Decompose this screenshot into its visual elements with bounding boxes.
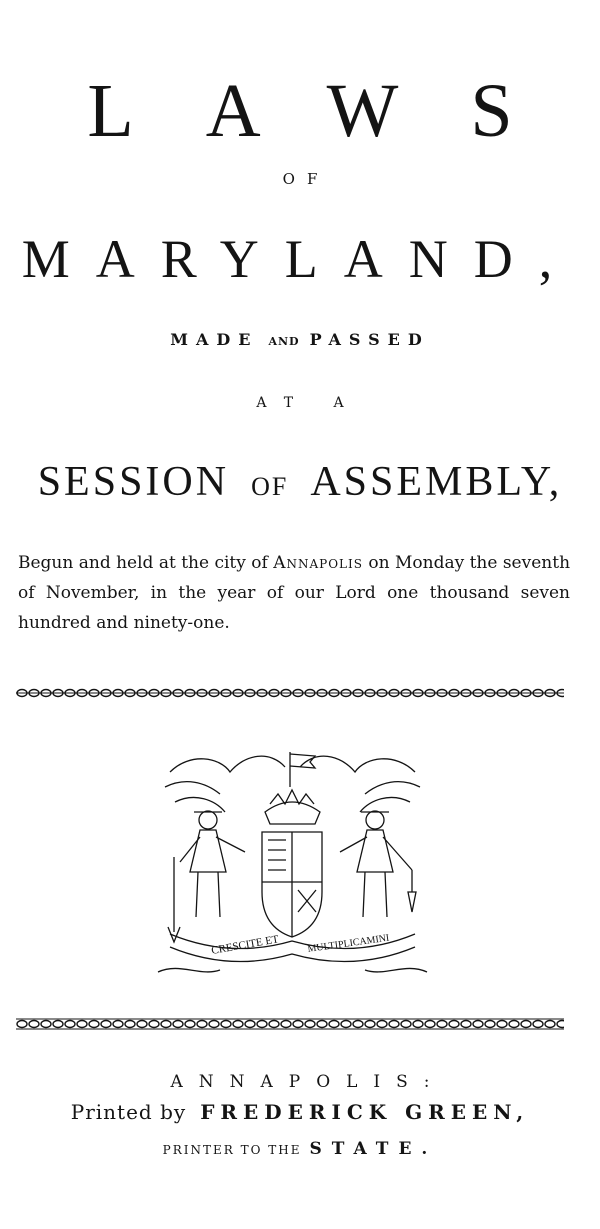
session-of-word: OF (251, 472, 289, 501)
imprint-place: ANNAPOLIS: (170, 1072, 446, 1092)
assembly-word: ASSEMBLY, (310, 459, 563, 505)
description-part1: Begun and held at the city of (18, 553, 274, 573)
session-word: SESSION (37, 459, 230, 505)
imprint-printed-by (0, 1100, 600, 1124)
state-word: STATE. (309, 1139, 438, 1159)
printer-to-label: PRINTER TO THE (162, 1143, 302, 1157)
title-of: OF (282, 170, 330, 188)
title-maryland: MARYLAND, (21, 229, 579, 289)
imprint-printer-to-state (0, 1139, 600, 1159)
description-part2: on Monday the seventh of November, in the year of our Lord one thousand seven hundred and ninety-one. (18, 553, 571, 633)
made-word: MADE (170, 330, 259, 349)
printed-by-label: Printed by (70, 1100, 187, 1124)
title-laws: LAWS (87, 69, 585, 153)
passed-word: PASSED (309, 330, 430, 349)
printer-name: FREDERICK GREEN, (200, 1100, 530, 1124)
session-description (18, 548, 570, 638)
maryland-seal-engraving (150, 742, 435, 982)
ornamental-border-bottom (16, 1017, 564, 1031)
made-and-passed (0, 330, 600, 349)
description-city: Annapolis (273, 553, 363, 573)
and-word: AND (268, 335, 300, 348)
motto-right: MULTIPLICAMINI (306, 932, 391, 955)
at-a: AT A (256, 395, 362, 411)
ornamental-border-top (16, 686, 564, 700)
motto-left: CRESCITE ET (210, 933, 280, 957)
session-of-assembly (0, 458, 600, 506)
